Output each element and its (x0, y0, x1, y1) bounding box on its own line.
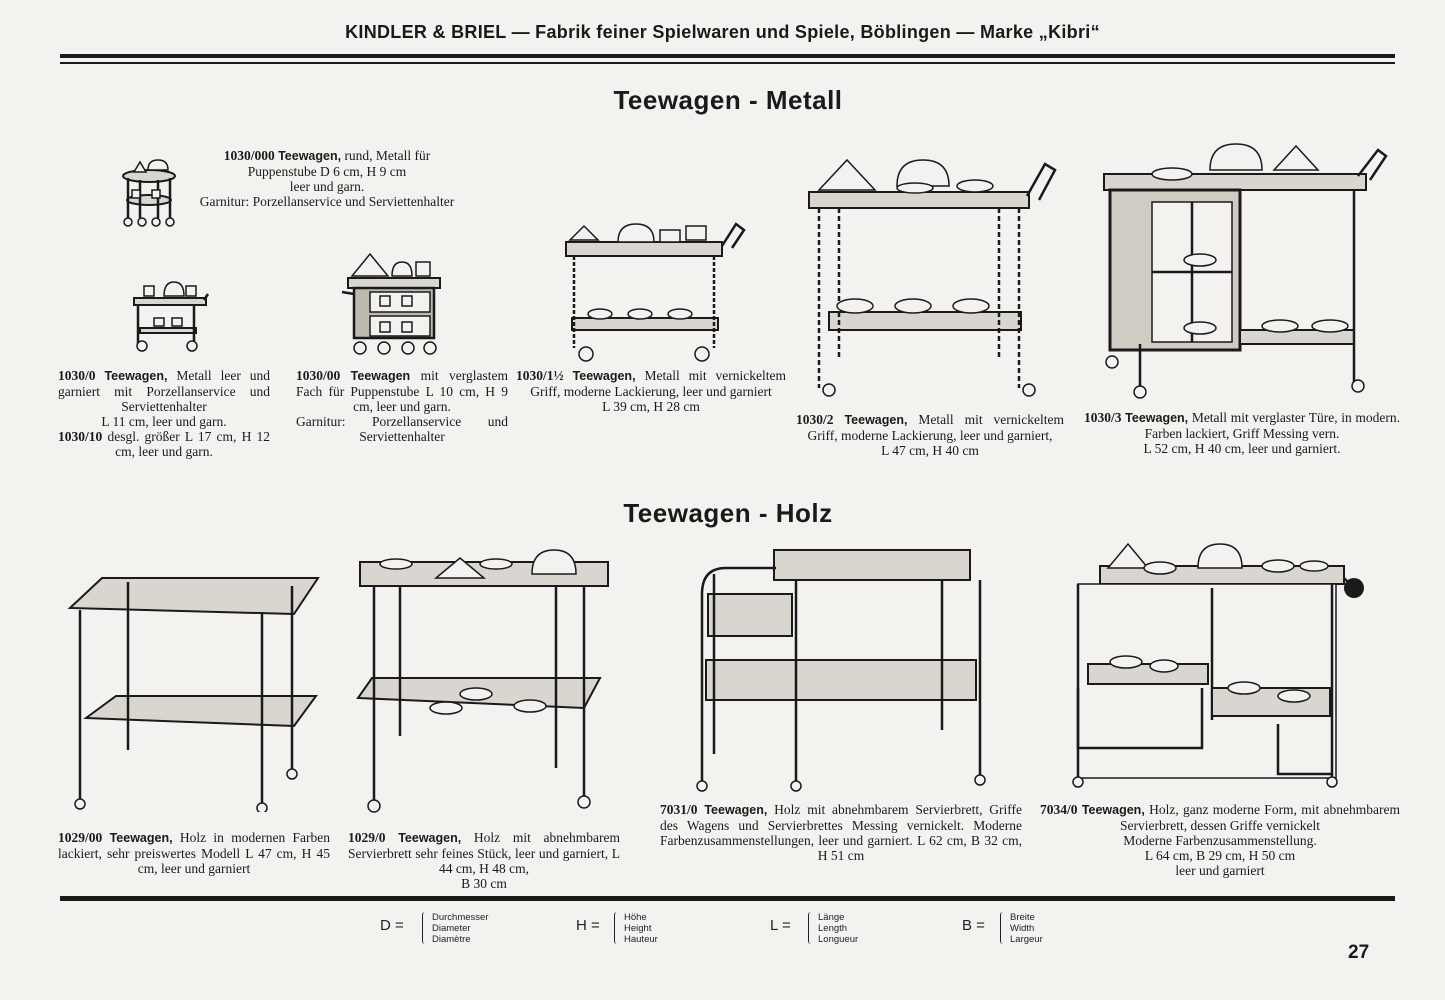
legend-words (818, 912, 858, 945)
caption-line: B 30 cm (461, 876, 507, 891)
caption-7031-0 (660, 802, 1022, 863)
product-name: Teewagen, (104, 369, 168, 383)
caption-7034-0 (1040, 802, 1400, 878)
product-name: Teewagen, (109, 831, 173, 845)
tea-cart-7034-0-image (1068, 538, 1374, 792)
product-name: Teewagen (350, 369, 411, 383)
caption-line: Metall leer und garniert mit Porzellanservice und Serviettenhalter (58, 368, 271, 414)
legend-word: Length (818, 923, 848, 934)
caption-line: L 11 cm, leer und garn. (101, 414, 227, 429)
caption-1030-1 (516, 368, 786, 414)
legend-height (574, 912, 724, 946)
tea-cart-1029-00-image (66, 572, 324, 812)
caption-line: rund, Metall für Puppenstube D 6 cm, H 9 cm (247, 148, 431, 179)
legend-key: D = (380, 917, 404, 934)
legend-word: Longueur (818, 934, 859, 945)
caption-line: Metall mit vernickeltem Griff, moderne Lackierung, leer und garniert, (807, 412, 1065, 443)
legend-key: B = (962, 917, 985, 934)
caption-1030-00 (296, 368, 508, 444)
legend-word: Länge (818, 912, 845, 923)
caption-line: Holz in modernen Farben lackiert, sehr preiswertes Modell L 47 cm, H 45 cm, leer und garniert (58, 830, 331, 876)
legend-key: L = (770, 917, 791, 934)
legend-word: Hauteur (624, 934, 658, 945)
brace-icon (614, 912, 621, 944)
caption-line: Garnitur: Porzellanservice und Serviettenhalter (199, 194, 455, 209)
caption-1030-0 (58, 368, 270, 459)
legend-key: H = (576, 917, 600, 934)
caption-1030-000 (190, 148, 464, 209)
caption-1030-2 (796, 412, 1064, 458)
tea-cart-1030-000-image (118, 148, 180, 230)
product-name: Teewagen, (704, 803, 768, 817)
caption-1029-0 (348, 830, 620, 891)
section-title-wood: Teewagen - Holz (623, 498, 833, 528)
product-number: 1030/00 (296, 368, 341, 383)
legend-word: Breite (1010, 912, 1035, 923)
tea-cart-7031-0-image (690, 544, 996, 794)
legend-word: Largeur (1010, 934, 1043, 945)
legend-words (432, 912, 489, 945)
product-number: 1030/000 (223, 148, 275, 163)
tea-cart-1030-0-image (130, 274, 210, 354)
tea-cart-1029-0-image (356, 548, 612, 818)
brace-icon (1000, 912, 1007, 944)
legend-word: Diameter (432, 923, 471, 934)
legend-words (624, 912, 658, 945)
legend-word: Height (624, 923, 652, 934)
section-title-metal: Teewagen - Metall (613, 85, 843, 115)
header-rule-thin (60, 62, 1395, 64)
caption-line: Holz, ganz moderne Form, mit abnehmbarem Servierbrett, dessen Griffe vernickelt (1120, 802, 1400, 833)
caption-line: L 39 cm, H 28 cm (602, 399, 700, 414)
legend-word: Durchmesser (432, 912, 489, 923)
legend-word: Höhe (624, 912, 647, 923)
caption-line: Holz mit abnehmbarem Servierbrett, Griffe des Wagens und Servierbrettes Messing vernickelt. Moderne Farbenzusammenstellungen, leer und garniert. L 62 cm, B 32 cm, H 51 cm (660, 802, 1023, 863)
page-number: 27 (1348, 942, 1370, 963)
caption-line: L 52 cm, H 40 cm, leer und garniert. (1143, 441, 1341, 456)
product-number: 7031/0 (660, 802, 698, 817)
product-name: Teewagen, (1125, 411, 1189, 425)
caption-1030-3 (1084, 410, 1400, 456)
brace-icon (422, 912, 429, 944)
product-number: 1029/0 (348, 830, 386, 845)
tea-cart-1030-3-image (1100, 140, 1390, 404)
legend-length (768, 912, 918, 946)
product-number: 1030/1½ (516, 368, 564, 383)
caption-line: Moderne Farbenzusammenstellung. (1123, 833, 1317, 848)
caption-line: Garnitur: Porzellanservice und Serviettenhalter (296, 414, 508, 444)
caption-line: mit verglastem Fach für Puppenstube L 10 cm, H 9 cm, leer und garn. (296, 368, 508, 414)
footer-rule (60, 896, 1395, 901)
caption-line: L 47 cm, H 40 cm (881, 443, 979, 458)
product-number: 7034/0 (1040, 802, 1078, 817)
legend-words (1010, 912, 1043, 945)
product-number: 1030/3 (1084, 410, 1122, 425)
product-name: Teewagen, (398, 831, 462, 845)
header-rule-thick (60, 54, 1395, 58)
caption-line: Holz mit abnehmbarem Servierbrett sehr feines Stück, leer und garniert, L 44 cm, H 48 cm, (348, 830, 621, 876)
product-name: Teewagen, (572, 369, 636, 383)
caption-line: leer und garn. (289, 179, 365, 194)
catalog-header: KINDLER & BRIEL — Fabrik feiner Spielwaren und Spiele, Böblingen — Marke „Kibri“ (345, 22, 1100, 42)
legend-word: Diamètre (432, 934, 471, 945)
caption-line: L 64 cm, B 29 cm, H 50 cm (1144, 848, 1296, 863)
product-number: 1029/00 (58, 830, 103, 845)
legend-width (960, 912, 1110, 946)
product-name: Teewagen, (844, 413, 908, 427)
tea-cart-1030-2-image (805, 150, 1057, 400)
product-number: 1030/10 (58, 429, 103, 444)
brace-icon (808, 912, 815, 944)
product-name: Teewagen, (1081, 803, 1145, 817)
caption-line: Metall mit vernickeltem Griff, moderne Lackierung, leer und garniert (530, 368, 787, 399)
legend-diameter (378, 912, 528, 946)
caption-line: desgl. größer L 17 cm, H 12 cm, leer und garn. (107, 429, 271, 459)
product-number: 1030/0 (58, 368, 96, 383)
caption-line: leer und garniert (1175, 863, 1265, 878)
tea-cart-1030-1-image (560, 214, 746, 364)
caption-1029-00 (58, 830, 330, 876)
tea-cart-1030-00-image (340, 248, 444, 360)
caption-line: Metall mit verglaster Türe, in modern. Farben lackiert, Griff Messing vern. (1144, 410, 1401, 441)
legend-word: Width (1010, 923, 1035, 934)
product-number: 1030/2 (796, 412, 834, 427)
product-name: Teewagen, (278, 149, 342, 163)
